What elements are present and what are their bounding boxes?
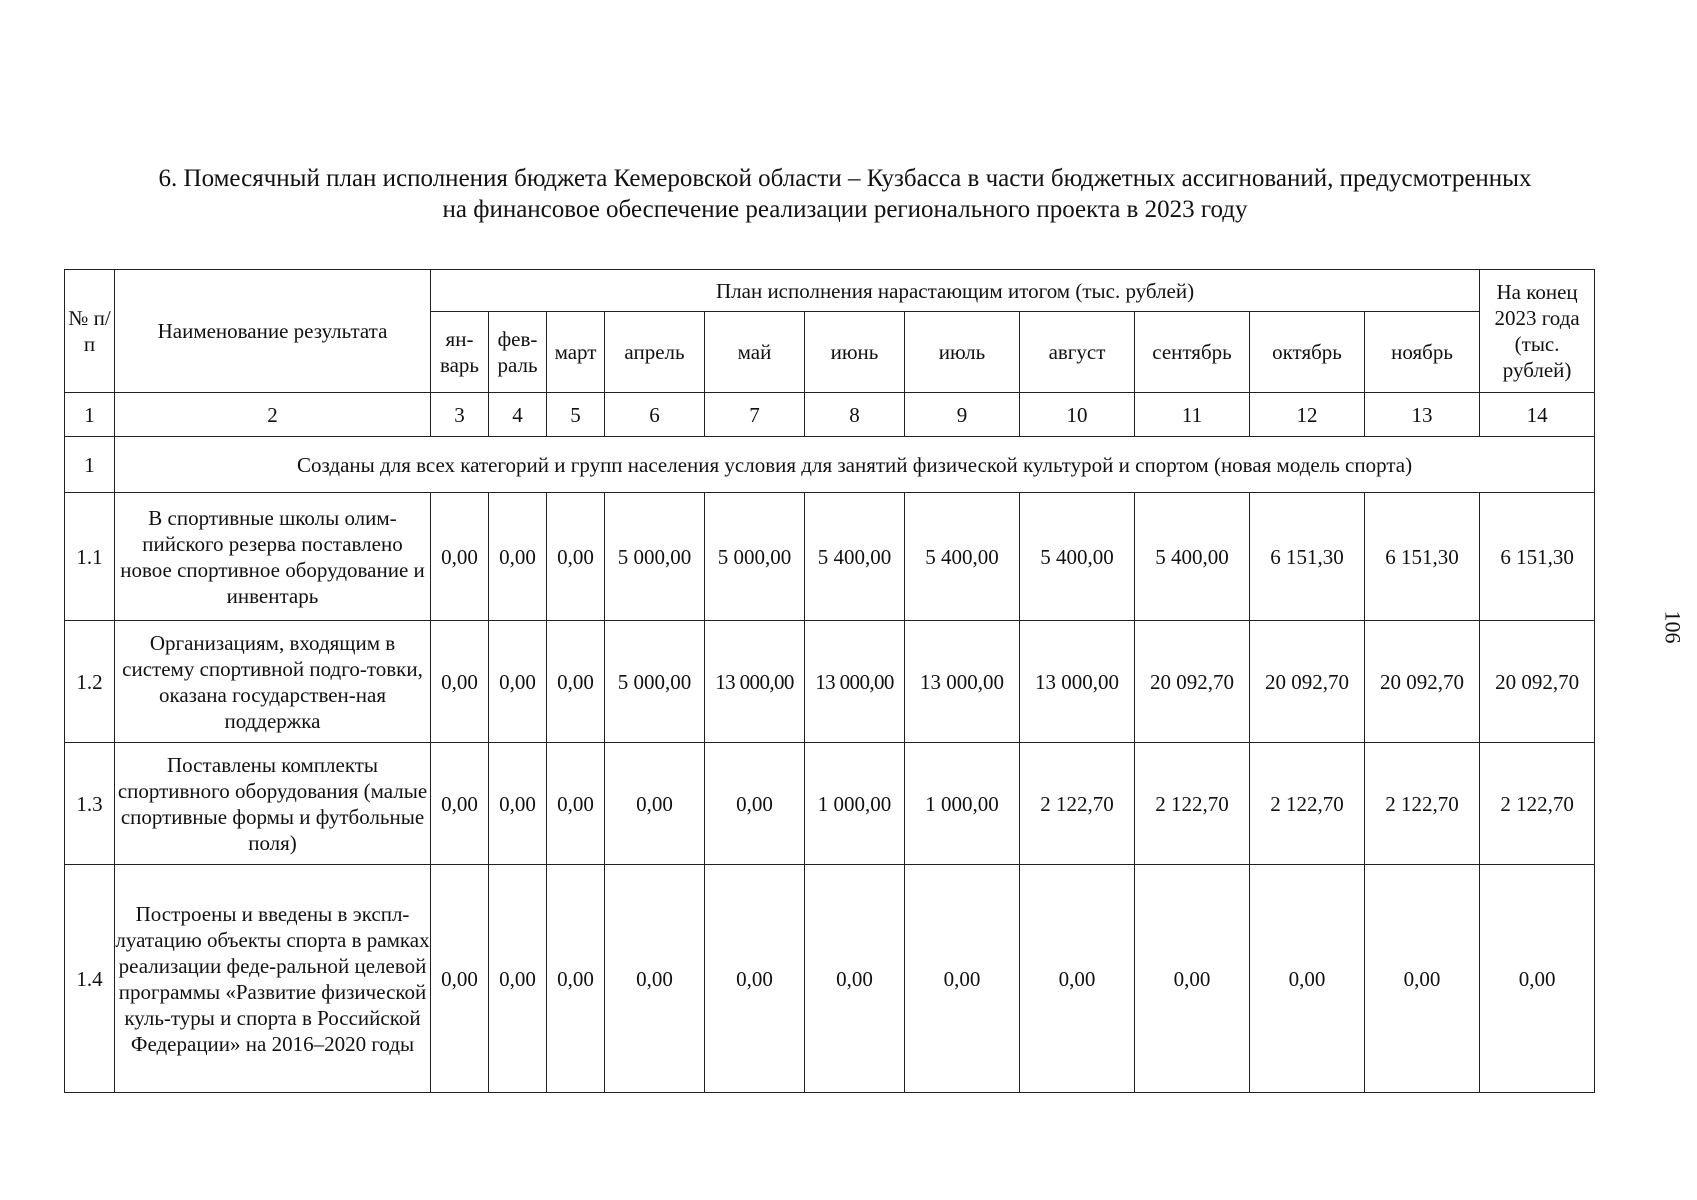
title-line-2: на финансовое обеспечение реализации регионального проекта в 2023 году [442, 196, 1248, 223]
group-num: 1 [65, 437, 115, 493]
value-cell: 13 000,00 [905, 621, 1020, 743]
value-cell: 1 000,00 [905, 743, 1020, 865]
row-num: 1.1 [65, 493, 115, 621]
value-cell: 0,00 [431, 493, 489, 621]
value-cell: 5 000,00 [705, 493, 805, 621]
value-cell: 5 400,00 [1020, 493, 1135, 621]
value-cell: 0,00 [489, 493, 547, 621]
row-name: Организациям, входящим в систему спортивной подго-товки, оказана государствен-ная поддержка [115, 621, 431, 743]
value-cell: 2 122,70 [1135, 743, 1250, 865]
value-cell: 1 000,00 [805, 743, 905, 865]
header-month: июль [905, 312, 1020, 393]
column-number: 13 [1365, 393, 1480, 437]
value-cell: 20 092,70 [1250, 621, 1365, 743]
header-plan-group: План исполнения нарастающим итогом (тыс. рублей) [431, 270, 1480, 312]
page-number: 106 [1660, 610, 1686, 644]
column-number: 5 [547, 393, 605, 437]
group-title: Созданы для всех категорий и групп населения условия для занятий физической культурой и спортом (новая модель спорта) [115, 437, 1595, 493]
header-month: июнь [805, 312, 905, 393]
value-cell: 0,00 [547, 865, 605, 1093]
column-number: 10 [1020, 393, 1135, 437]
value-cell: 0,00 [431, 865, 489, 1093]
value-cell: 6 151,30 [1365, 493, 1480, 621]
column-number: 3 [431, 393, 489, 437]
header-year-end: На конец 2023 года (тыс. рублей) [1480, 270, 1595, 393]
header-row-1 [65, 270, 1595, 312]
row-name: Поставлены комплекты спортивного оборудования (малые спортивные формы и футбольные поля) [115, 743, 431, 865]
column-number: 14 [1480, 393, 1595, 437]
column-number: 6 [605, 393, 705, 437]
column-number: 4 [489, 393, 547, 437]
value-cell: 2 122,70 [1365, 743, 1480, 865]
header-name: Наименование результата [115, 270, 431, 393]
value-cell: 13 000,00 [805, 621, 905, 743]
header-month: май [705, 312, 805, 393]
value-cell: 0,00 [705, 743, 805, 865]
column-number: 8 [805, 393, 905, 437]
header-month: сентябрь [1135, 312, 1250, 393]
value-cell: 5 400,00 [905, 493, 1020, 621]
value-cell: 5 000,00 [605, 493, 705, 621]
row-num: 1.3 [65, 743, 115, 865]
row-name: В спортивные школы олим-пийского резерва поставлено новое спортивное оборудование и инвентарь [115, 493, 431, 621]
value-cell: 0,00 [605, 743, 705, 865]
row-name: Построены и введены в экспл-луатацию объекты спорта в рамках реализации феде-ральной целевой программы «Развитие физической куль-туры и спорта в Российской Федерации» на 2016–2020 годы [115, 865, 431, 1093]
table-row [65, 621, 1595, 743]
value-cell: 6 151,30 [1250, 493, 1365, 621]
value-cell: 5 400,00 [1135, 493, 1250, 621]
row-num: 1.4 [65, 865, 115, 1093]
row-num: 1.2 [65, 621, 115, 743]
value-cell: 2 122,70 [1250, 743, 1365, 865]
value-cell: 0,00 [805, 865, 905, 1093]
value-cell: 0,00 [1250, 865, 1365, 1093]
value-cell: 0,00 [547, 743, 605, 865]
value-cell: 13 000,00 [1020, 621, 1135, 743]
value-cell: 20 092,70 [1480, 621, 1595, 743]
value-cell: 13 000,00 [705, 621, 805, 743]
table-row [65, 743, 1595, 865]
value-cell: 0,00 [1480, 865, 1595, 1093]
header-month: октябрь [1250, 312, 1365, 393]
value-cell: 5 400,00 [805, 493, 905, 621]
header-num: № п/п [65, 270, 115, 393]
group-row [65, 437, 1595, 493]
value-cell: 0,00 [705, 865, 805, 1093]
header-month: ян-варь [431, 312, 489, 393]
value-cell: 0,00 [489, 743, 547, 865]
column-number: 12 [1250, 393, 1365, 437]
table-row [65, 493, 1595, 621]
column-number: 1 [65, 393, 115, 437]
value-cell: 0,00 [905, 865, 1020, 1093]
column-number: 11 [1135, 393, 1250, 437]
column-number: 2 [115, 393, 431, 437]
value-cell: 0,00 [489, 621, 547, 743]
document-title [40, 163, 1650, 225]
title-line-1: 6. Помесячный план исполнения бюджета Кемеровской области – Кузбасса в части бюджетных ассигнований, предусмотренных [158, 165, 1532, 192]
value-cell: 0,00 [605, 865, 705, 1093]
header-month: фев-раль [489, 312, 547, 393]
column-number: 7 [705, 393, 805, 437]
value-cell: 0,00 [431, 621, 489, 743]
value-cell: 20 092,70 [1135, 621, 1250, 743]
header-month: ноябрь [1365, 312, 1480, 393]
value-cell: 0,00 [1365, 865, 1480, 1093]
column-numbers-row [65, 393, 1595, 437]
header-month: апрель [605, 312, 705, 393]
budget-plan-table [64, 269, 1595, 1093]
value-cell: 2 122,70 [1480, 743, 1595, 865]
column-number: 9 [905, 393, 1020, 437]
value-cell: 0,00 [1135, 865, 1250, 1093]
value-cell: 0,00 [547, 493, 605, 621]
value-cell: 2 122,70 [1020, 743, 1135, 865]
value-cell: 6 151,30 [1480, 493, 1595, 621]
value-cell: 0,00 [431, 743, 489, 865]
value-cell: 0,00 [1020, 865, 1135, 1093]
value-cell: 5 000,00 [605, 621, 705, 743]
value-cell: 0,00 [489, 865, 547, 1093]
value-cell: 0,00 [547, 621, 605, 743]
value-cell: 20 092,70 [1365, 621, 1480, 743]
header-month: март [547, 312, 605, 393]
header-month: август [1020, 312, 1135, 393]
table-row [65, 865, 1595, 1093]
